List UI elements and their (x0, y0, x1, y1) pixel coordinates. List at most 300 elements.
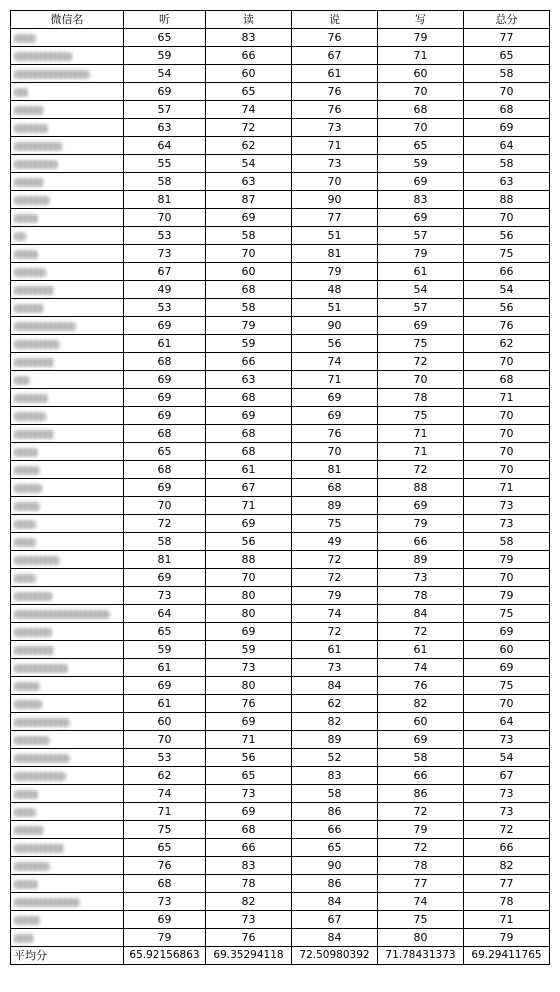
total-cell: 70 (464, 353, 550, 371)
table-row (11, 263, 550, 281)
header-total: 总分 (464, 11, 550, 29)
writing-cell: 78 (378, 389, 464, 407)
table-row (11, 47, 550, 65)
wechat-name-cell (11, 623, 124, 641)
speaking-cell: 70 (292, 173, 378, 191)
wechat-name-cell (11, 47, 124, 65)
wechat-name-cell (11, 173, 124, 191)
speaking-cell: 83 (292, 767, 378, 785)
redacted-name-blur (14, 862, 50, 871)
reading-cell: 68 (206, 443, 292, 461)
table-row (11, 641, 550, 659)
table-row (11, 461, 550, 479)
listening-cell: 81 (124, 551, 206, 569)
reading-cell: 69 (206, 713, 292, 731)
reading-cell: 79 (206, 317, 292, 335)
total-cell: 77 (464, 875, 550, 893)
writing-cell: 79 (378, 515, 464, 533)
redacted-name-blur (14, 340, 60, 349)
total-cell: 66 (464, 839, 550, 857)
total-cell: 54 (464, 749, 550, 767)
speaking-cell: 72 (292, 623, 378, 641)
total-cell: 79 (464, 929, 550, 947)
listening-cell: 79 (124, 929, 206, 947)
writing-cell: 69 (378, 173, 464, 191)
listening-cell: 69 (124, 479, 206, 497)
total-cell: 58 (464, 533, 550, 551)
reading-cell: 87 (206, 191, 292, 209)
average-label: 平均分 (11, 947, 124, 965)
total-cell: 73 (464, 515, 550, 533)
header-listening: 听 (124, 11, 206, 29)
table-row (11, 353, 550, 371)
wechat-name-cell (11, 641, 124, 659)
wechat-name-cell (11, 191, 124, 209)
speaking-cell: 77 (292, 209, 378, 227)
redacted-name-blur (14, 502, 40, 511)
total-cell: 60 (464, 641, 550, 659)
writing-cell: 60 (378, 713, 464, 731)
speaking-cell: 90 (292, 857, 378, 875)
writing-cell: 75 (378, 911, 464, 929)
table-row (11, 245, 550, 263)
wechat-name-cell (11, 515, 124, 533)
total-cell: 70 (464, 461, 550, 479)
reading-cell: 70 (206, 245, 292, 263)
listening-cell: 73 (124, 245, 206, 263)
table-row (11, 551, 550, 569)
reading-cell: 72 (206, 119, 292, 137)
writing-cell: 75 (378, 335, 464, 353)
redacted-name-blur (14, 844, 64, 853)
listening-cell: 53 (124, 749, 206, 767)
total-cell: 69 (464, 623, 550, 641)
redacted-name-blur (14, 592, 52, 601)
reading-cell: 66 (206, 839, 292, 857)
total-cell: 71 (464, 911, 550, 929)
reading-cell: 60 (206, 263, 292, 281)
redacted-name-blur (14, 790, 38, 799)
listening-cell: 75 (124, 821, 206, 839)
reading-cell: 76 (206, 695, 292, 713)
table-row (11, 821, 550, 839)
redacted-name-blur (14, 88, 28, 97)
wechat-name-cell (11, 461, 124, 479)
speaking-cell: 61 (292, 65, 378, 83)
listening-cell: 68 (124, 461, 206, 479)
table-row (11, 659, 550, 677)
reading-cell: 82 (206, 893, 292, 911)
writing-cell: 66 (378, 533, 464, 551)
wechat-name-cell (11, 83, 124, 101)
writing-cell: 69 (378, 731, 464, 749)
table-row (11, 713, 550, 731)
wechat-name-cell (11, 155, 124, 173)
total-cell: 56 (464, 227, 550, 245)
listening-cell: 59 (124, 47, 206, 65)
wechat-name-cell (11, 875, 124, 893)
writing-cell: 66 (378, 767, 464, 785)
table-row (11, 191, 550, 209)
writing-cell: 72 (378, 623, 464, 641)
listening-cell: 58 (124, 173, 206, 191)
speaking-cell: 89 (292, 497, 378, 515)
writing-cell: 76 (378, 677, 464, 695)
redacted-name-blur (14, 232, 26, 241)
speaking-cell: 90 (292, 317, 378, 335)
redacted-name-blur (14, 268, 46, 277)
speaking-cell: 76 (292, 425, 378, 443)
writing-cell: 70 (378, 119, 464, 137)
redacted-name-blur (14, 448, 38, 457)
writing-cell: 72 (378, 803, 464, 821)
reading-cell: 59 (206, 641, 292, 659)
wechat-name-cell (11, 263, 124, 281)
reading-cell: 58 (206, 299, 292, 317)
writing-cell: 70 (378, 371, 464, 389)
speaking-cell: 71 (292, 371, 378, 389)
reading-cell: 69 (206, 209, 292, 227)
wechat-name-cell (11, 245, 124, 263)
listening-cell: 64 (124, 605, 206, 623)
average-listening: 65.92156863 (124, 947, 206, 965)
table-row (11, 173, 550, 191)
speaking-cell: 79 (292, 587, 378, 605)
average-writing: 71.78431373 (378, 947, 464, 965)
writing-cell: 79 (378, 245, 464, 263)
wechat-name-cell (11, 785, 124, 803)
total-cell: 64 (464, 137, 550, 155)
speaking-cell: 81 (292, 461, 378, 479)
total-cell: 72 (464, 821, 550, 839)
writing-cell: 65 (378, 137, 464, 155)
table-row (11, 101, 550, 119)
speaking-cell: 84 (292, 677, 378, 695)
wechat-name-cell (11, 587, 124, 605)
speaking-cell: 56 (292, 335, 378, 353)
listening-cell: 69 (124, 389, 206, 407)
average-row (11, 947, 550, 965)
wechat-name-cell (11, 317, 124, 335)
writing-cell: 72 (378, 839, 464, 857)
total-cell: 70 (464, 443, 550, 461)
reading-cell: 65 (206, 83, 292, 101)
header-row (11, 11, 550, 29)
speaking-cell: 66 (292, 821, 378, 839)
writing-cell: 69 (378, 317, 464, 335)
redacted-name-blur (14, 880, 38, 889)
table-row (11, 209, 550, 227)
redacted-name-blur (14, 610, 110, 619)
redacted-name-blur (14, 916, 40, 925)
average-speaking: 72.50980392 (292, 947, 378, 965)
reading-cell: 60 (206, 65, 292, 83)
table-row (11, 875, 550, 893)
reading-cell: 58 (206, 227, 292, 245)
speaking-cell: 69 (292, 389, 378, 407)
wechat-name-cell (11, 911, 124, 929)
reading-cell: 56 (206, 749, 292, 767)
total-cell: 69 (464, 119, 550, 137)
redacted-name-blur (14, 934, 34, 943)
speaking-cell: 82 (292, 713, 378, 731)
writing-cell: 71 (378, 425, 464, 443)
wechat-name-cell (11, 29, 124, 47)
total-cell: 63 (464, 173, 550, 191)
reading-cell: 69 (206, 515, 292, 533)
redacted-name-blur (14, 700, 42, 709)
speaking-cell: 81 (292, 245, 378, 263)
total-cell: 62 (464, 335, 550, 353)
redacted-name-blur (14, 196, 50, 205)
writing-cell: 78 (378, 587, 464, 605)
writing-cell: 74 (378, 893, 464, 911)
listening-cell: 53 (124, 227, 206, 245)
reading-cell: 67 (206, 479, 292, 497)
total-cell: 77 (464, 29, 550, 47)
redacted-name-blur (14, 664, 68, 673)
reading-cell: 66 (206, 353, 292, 371)
listening-cell: 61 (124, 659, 206, 677)
reading-cell: 66 (206, 47, 292, 65)
redacted-name-blur (14, 412, 46, 421)
average-reading: 69.35294118 (206, 947, 292, 965)
speaking-cell: 52 (292, 749, 378, 767)
total-cell: 75 (464, 677, 550, 695)
writing-cell: 82 (378, 695, 464, 713)
speaking-cell: 70 (292, 443, 378, 461)
wechat-name-cell (11, 101, 124, 119)
writing-cell: 80 (378, 929, 464, 947)
reading-cell: 83 (206, 857, 292, 875)
table-row (11, 767, 550, 785)
wechat-name-cell (11, 551, 124, 569)
table-row (11, 137, 550, 155)
table-row (11, 479, 550, 497)
writing-cell: 75 (378, 407, 464, 425)
total-cell: 82 (464, 857, 550, 875)
table-row (11, 335, 550, 353)
redacted-name-blur (14, 808, 36, 817)
total-cell: 79 (464, 551, 550, 569)
total-cell: 64 (464, 713, 550, 731)
total-cell: 73 (464, 731, 550, 749)
wechat-name-cell (11, 479, 124, 497)
table-row (11, 533, 550, 551)
speaking-cell: 75 (292, 515, 378, 533)
table-row (11, 731, 550, 749)
wechat-name-cell (11, 497, 124, 515)
reading-cell: 68 (206, 821, 292, 839)
redacted-name-blur (14, 358, 54, 367)
redacted-name-blur (14, 322, 76, 331)
wechat-name-cell (11, 443, 124, 461)
total-cell: 70 (464, 569, 550, 587)
speaking-cell: 51 (292, 227, 378, 245)
average-total: 69.29411765 (464, 947, 550, 965)
reading-cell: 68 (206, 425, 292, 443)
listening-cell: 60 (124, 713, 206, 731)
speaking-cell: 74 (292, 605, 378, 623)
speaking-cell: 76 (292, 29, 378, 47)
writing-cell: 89 (378, 551, 464, 569)
redacted-name-blur (14, 628, 52, 637)
wechat-name-cell (11, 731, 124, 749)
listening-cell: 70 (124, 209, 206, 227)
reading-cell: 63 (206, 173, 292, 191)
wechat-name-cell (11, 119, 124, 137)
speaking-cell: 69 (292, 407, 378, 425)
redacted-name-blur (14, 898, 80, 907)
header-writing: 写 (378, 11, 464, 29)
reading-cell: 80 (206, 677, 292, 695)
total-cell: 69 (464, 659, 550, 677)
wechat-name-cell (11, 659, 124, 677)
writing-cell: 88 (378, 479, 464, 497)
table-row (11, 227, 550, 245)
wechat-name-cell (11, 533, 124, 551)
listening-cell: 69 (124, 677, 206, 695)
listening-cell: 69 (124, 407, 206, 425)
writing-cell: 79 (378, 821, 464, 839)
table-row (11, 371, 550, 389)
wechat-name-cell (11, 803, 124, 821)
reading-cell: 80 (206, 605, 292, 623)
wechat-name-cell (11, 353, 124, 371)
total-cell: 68 (464, 101, 550, 119)
redacted-name-blur (14, 574, 36, 583)
table-row (11, 911, 550, 929)
writing-cell: 69 (378, 497, 464, 515)
listening-cell: 57 (124, 101, 206, 119)
redacted-name-blur (14, 70, 90, 79)
listening-cell: 58 (124, 533, 206, 551)
speaking-cell: 72 (292, 551, 378, 569)
total-cell: 67 (464, 767, 550, 785)
header-wechat-name: 微信名 (11, 11, 124, 29)
listening-cell: 69 (124, 569, 206, 587)
redacted-name-blur (14, 160, 58, 169)
listening-cell: 71 (124, 803, 206, 821)
speaking-cell: 68 (292, 479, 378, 497)
listening-cell: 64 (124, 137, 206, 155)
redacted-name-blur (14, 124, 48, 133)
total-cell: 71 (464, 479, 550, 497)
wechat-name-cell (11, 407, 124, 425)
listening-cell: 72 (124, 515, 206, 533)
wechat-name-cell (11, 749, 124, 767)
writing-cell: 70 (378, 83, 464, 101)
redacted-name-blur (14, 286, 54, 295)
listening-cell: 69 (124, 371, 206, 389)
speaking-cell: 89 (292, 731, 378, 749)
writing-cell: 61 (378, 263, 464, 281)
total-cell: 70 (464, 695, 550, 713)
writing-cell: 59 (378, 155, 464, 173)
redacted-name-blur (14, 754, 70, 763)
speaking-cell: 79 (292, 263, 378, 281)
total-cell: 70 (464, 425, 550, 443)
total-cell: 58 (464, 155, 550, 173)
listening-cell: 63 (124, 119, 206, 137)
reading-cell: 76 (206, 929, 292, 947)
header-speaking: 说 (292, 11, 378, 29)
writing-cell: 79 (378, 29, 464, 47)
total-cell: 66 (464, 263, 550, 281)
listening-cell: 65 (124, 839, 206, 857)
total-cell: 73 (464, 803, 550, 821)
score-rows (11, 29, 550, 947)
redacted-name-blur (14, 34, 36, 43)
reading-cell: 59 (206, 335, 292, 353)
speaking-cell: 86 (292, 875, 378, 893)
total-cell: 65 (464, 47, 550, 65)
speaking-cell: 73 (292, 119, 378, 137)
total-cell: 56 (464, 299, 550, 317)
writing-cell: 71 (378, 443, 464, 461)
redacted-name-blur (14, 430, 54, 439)
speaking-cell: 74 (292, 353, 378, 371)
speaking-cell: 73 (292, 659, 378, 677)
table-row (11, 65, 550, 83)
wechat-name-cell (11, 389, 124, 407)
table-row (11, 605, 550, 623)
reading-cell: 88 (206, 551, 292, 569)
table-row (11, 83, 550, 101)
listening-cell: 49 (124, 281, 206, 299)
table-row (11, 749, 550, 767)
speaking-cell: 71 (292, 137, 378, 155)
wechat-name-cell (11, 839, 124, 857)
redacted-name-blur (14, 520, 36, 529)
speaking-cell: 67 (292, 911, 378, 929)
redacted-name-blur (14, 556, 60, 565)
wechat-name-cell (11, 569, 124, 587)
total-cell: 73 (464, 497, 550, 515)
reading-cell: 78 (206, 875, 292, 893)
redacted-name-blur (14, 142, 62, 151)
speaking-cell: 76 (292, 83, 378, 101)
wechat-name-cell (11, 767, 124, 785)
redacted-name-blur (14, 394, 48, 403)
table-row (11, 857, 550, 875)
redacted-name-blur (14, 736, 50, 745)
listening-cell: 62 (124, 767, 206, 785)
wechat-name-cell (11, 209, 124, 227)
listening-cell: 69 (124, 83, 206, 101)
listening-cell: 67 (124, 263, 206, 281)
writing-cell: 71 (378, 47, 464, 65)
wechat-name-cell (11, 371, 124, 389)
wechat-name-cell (11, 65, 124, 83)
total-cell: 75 (464, 605, 550, 623)
reading-cell: 69 (206, 407, 292, 425)
writing-cell: 68 (378, 101, 464, 119)
wechat-name-cell (11, 137, 124, 155)
writing-cell: 57 (378, 227, 464, 245)
speaking-cell: 67 (292, 47, 378, 65)
redacted-name-blur (14, 826, 44, 835)
reading-cell: 73 (206, 911, 292, 929)
speaking-cell: 73 (292, 155, 378, 173)
table-row (11, 281, 550, 299)
reading-cell: 70 (206, 569, 292, 587)
speaking-cell: 62 (292, 695, 378, 713)
speaking-cell: 58 (292, 785, 378, 803)
redacted-name-blur (14, 466, 40, 475)
total-cell: 70 (464, 209, 550, 227)
reading-cell: 65 (206, 767, 292, 785)
